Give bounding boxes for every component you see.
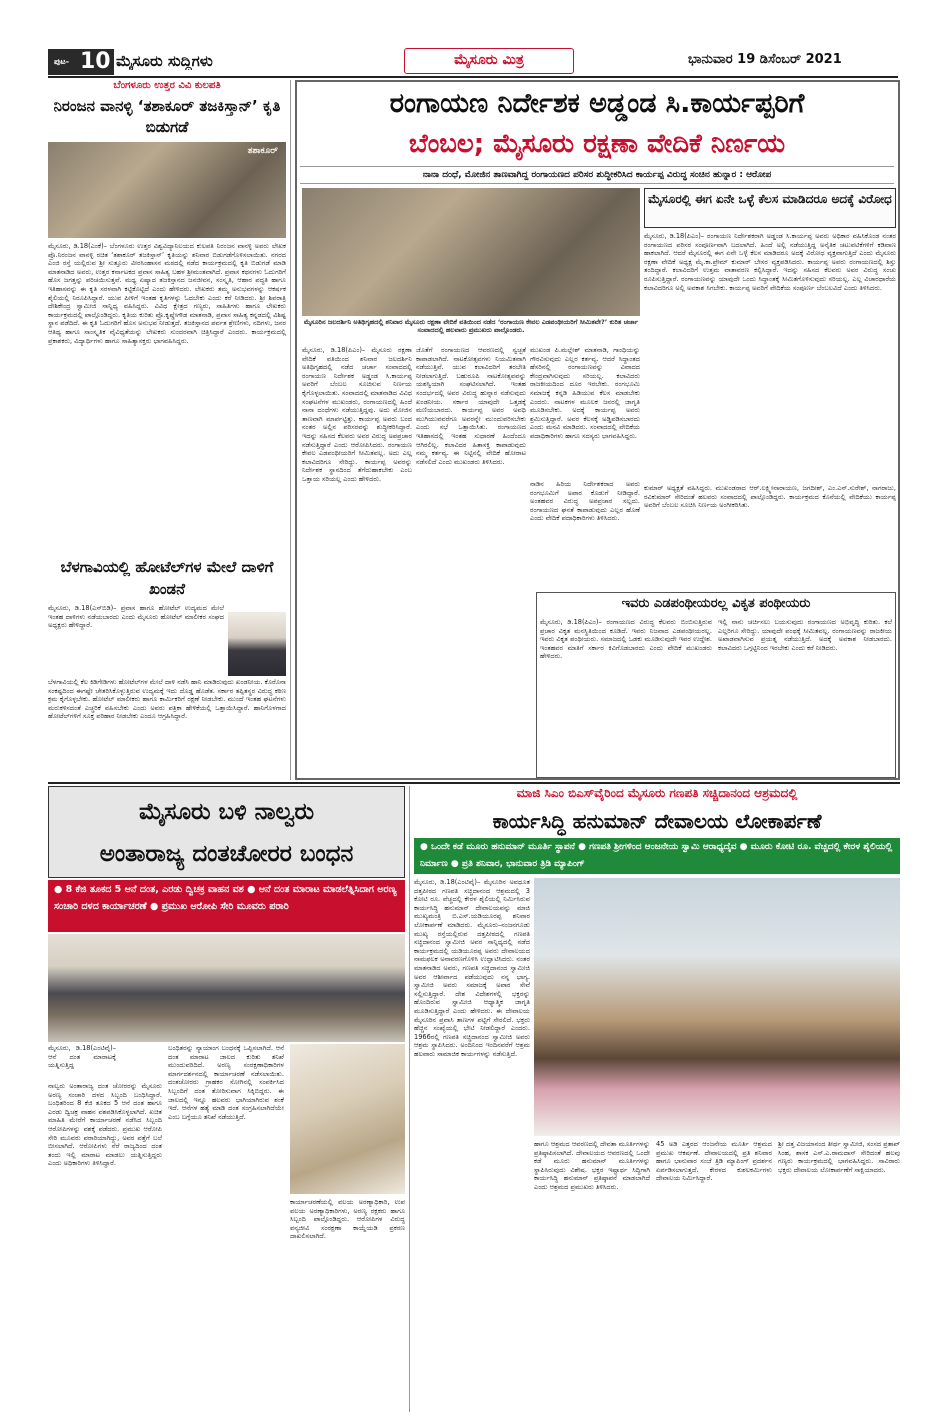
story-a-photo-banner-text: ತಶಾಕೂರ್ xyxy=(247,146,278,156)
story-d-headline-line2: ಅಂತಾರಾಜ್ಯ ದಂತಚೋರರ ಬಂಧನ xyxy=(99,841,354,867)
story-b-body: ಬೆಳಗಾವಿಯಲ್ಲಿ ಕೆಲ ಕಿಡಿಗೇಡಿಗಳು ಹೋಟೆಲ್‌ಗಳ ಮೇಲೆ ದಾಳಿ ನಡೆಸಿ ಹಾನಿ ಮಾಡಿರುವುದು ಖಂಡನೀಯ. ಕೊರೊನಾ ಸಂಕಷ್ಟದಿಂದ ಈಗಷ್ಟೇ ಚೇತರಿಸಿಕೊಳ್ಳುತ್ತಿರುವ ಉದ್ಯಮಕ್ಕೆ ಇದು ದೊಡ್ಡ ಹೊಡೆತ. ಸರ್ಕಾರ ತಪ್ಪಿತಸ್ಥರ ವಿರುದ್ಧ ಕಠಿಣ ಕ್ರಮ ಕೈಗೊಳ್ಳಬೇಕು. ಹೋಟೆಲ್ ಮಾಲೀಕರು ಹಾಗೂ ಕಾರ್ಮಿಕರಿಗೆ ರಕ್ಷಣೆ ನೀಡಬೇಕು. ಮುಂದೆ ಇಂತಹ ಘಟನೆಗಳು ಮರುಕಳಿಸದಂತೆ ಎಚ್ಚರಿಕೆ ವಹಿಸಬೇಕು ಎಂದು ಅವರು ಪತ್ರಿಕಾ ಹೇಳಿಕೆಯಲ್ಲಿ ಒತ್ತಾಯಿಸಿದ್ದಾರೆ. ಹಾನಿಗೊಳಗಾದ ಹೋಟೆಲ್‌ಗಳಿಗೆ ಸೂಕ್ತ ಪರಿಹಾರ ನೀಡಬೇಕು ಎಂದೂ ಆಗ್ರಹಿಸಿದ್ದಾರೆ. xyxy=(48,678,286,721)
story-c-body-col3: ಮುಖಂಡ ಪಿ.ಮಲ್ಲೇಶ್ ಮಾತನಾಡಿ, ಗಾಂಧಿಯನ್ನು ಗೌರವಿಸುವುದು ಎಲ್ಲರ ಕರ್ತವ್ಯ. ಆದರೆ ಸಿದ್ಧಾಂತದ ಹೆಸರಿನಲ್ಲಿ ರಂಗಾಯಣವನ್ನು ವಿವಾದದ ಕೇಂದ್ರವಾಗಿಸುವುದು ಸರಿಯಲ್ಲ. ಕಲಾವಿದರು ರಾಜಕೀಯದಿಂದ ದೂರ ಇರಬೇಕು. ರಂಗಭೂಮಿ ಸಮಾಜಕ್ಕೆ ಕನ್ನಡಿ ಹಿಡಿಯುವ ಕೆಲಸ ಮಾಡಬೇಕು ಎಂದರು. ನಾಟಕಗಳ ಮೂಲಕ ಜನರಲ್ಲಿ ಜಾಗೃತಿ ಮೂಡಿಸಬೇಕು. ಅದಕ್ಕೆ ಕಾರ್ಯಪ್ಪ ಅವರು ಶ್ರಮಿಸುತ್ತಿದ್ದಾರೆ. ಅವರ ಕೆಲಸಕ್ಕೆ ಅಡ್ಡಿಪಡಿಸಬಾರದು ಎಂದು ಮನವಿ ಮಾಡಿದರು. ಸಂವಾದದಲ್ಲಿ ವೇದಿಕೆಯ ಪದಾಧಿಕಾರಿಗಳು ಹಾಗೂ ಸದಸ್ಯರು ಭಾಗವಹಿಸಿದ್ದರು. xyxy=(530,346,640,440)
story-e-body-col2: ಹಾಗೂ ಆಶ್ರಮದ ಆವರಣದಲ್ಲಿ ದೇವತಾ ಮೂರ್ತಿಗಳನ್ನು ಪ್ರತಿಷ್ಠಾಪಿಸಲಾಗಿದೆ. ದೇವಾಲಯದ ಆವರಣದಲ್ಲಿ ಒಂದೇ ಕಡೆ ಮೂರು ಹನುಮಾನ್ ಮೂರ್ತಿಗಳನ್ನು ಸ್ಥಾಪಿಸಿರುವುದು ವಿಶೇಷ. ಭಕ್ತರ ಇಷ್ಟಾರ್ಥ ಸಿದ್ಧಿಗಾಗಿ ಕಾರ್ಯಸಿದ್ಧಿ ಹನುಮಾನ್ ಪ್ರತಿಷ್ಠಾಪನೆ ಮಾಡಲಾಗಿದೆ ಎಂದು ಆಶ್ರಮದ ಪ್ರಮುಖರು ತಿಳಿಸಿದರು. xyxy=(534,1140,650,1191)
story-d-headline-line1: ಮೈಸೂರು ಬಳಿ ನಾಲ್ವರು xyxy=(138,799,315,825)
story-e-body-col4: ಶ್ರೀ ದತ್ತ ವಿಜಯಾನಂದ ತೀರ್ಥ ಸ್ವಾಮೀಜಿ, ಸಂಸದ ಪ್ರತಾಪ್ ಸಿಂಹ, ಶಾಸಕ ಎಸ್.ಎ.ರಾಮದಾಸ್ ಸೇರಿದಂತೆ ಹಲವು ಗಣ್ಯರು ಕಾರ್ಯಕ್ರಮದಲ್ಲಿ ಭಾಗವಹಿಸಿದ್ದರು. ಸಾವಿರಾರು ಭಕ್ತರು ದೇವಾಲಯ ಲೋಕಾರ್ಪಣೆಗೆ ಸಾಕ್ಷಿಯಾದರು. xyxy=(778,1140,900,1174)
story-a-kicker: ಬೆಂಗಳೂರು ಉತ್ತರ ವಿವಿ ಕುಲಪತಿ xyxy=(113,80,221,91)
story-e-kicker: ಮಾಜಿ ಸಿಎಂ ಬಿಎಸ್‌ವೈರಿಂದ ಮೈಸೂರು ಗಣಪತಿ ಸಚ್ಚಿದಾನಂದ ಆಶ್ರಮದಲ್ಲಿ xyxy=(516,786,798,800)
section-title: ಮೈಸೂರು ಸುದ್ದಿಗಳು xyxy=(116,52,213,70)
section-divider xyxy=(48,782,900,784)
page-number: 10 xyxy=(80,49,111,74)
story-c-inner-headline: ಇವರು ಎಡಪಂಥೀಯರಲ್ಲ ವಿಕೃತ ಪಂಥೀಯರು xyxy=(621,596,811,611)
masthead-divider xyxy=(48,76,898,78)
story-e-deck: ● ಒಂದೇ ಕಡೆ ಮೂರು ಹನುಮಾನ್ ಮೂರ್ತಿ ಸ್ಥಾಪನೆ ● ಗಣಪತಿ ಶ್ರೀಗಳಿಂದ ಆಂಜನೇಯ ಸ್ವಾಮಿ ಆರಾಧ್ಯದೈವ ● ಮೂರು ಕೋಟಿ ರೂ. ವೆಚ್ಚದಲ್ಲಿ ಕೇರಳ ಶೈಲಿಯಲ್ಲಿ ನಿರ್ಮಾಣ ● ಪ್ರತಿ ಶನಿವಾರ, ಭಾನುವಾರ ತ್ರಿಡಿ ಮ್ಯಾಪಿಂಗ್ xyxy=(414,838,900,874)
page-label: ಪುಟ- xyxy=(54,57,70,66)
column-divider xyxy=(409,786,410,1412)
story-c-body-col2: ಜೊತೆಗೆ ರಂಗಾಯಣದ ಆವರಣದಲ್ಲಿ ಸ್ವಚ್ಛತೆ ಕಾಪಾಡಲಾಗಿದೆ. ನಾಟಕೋತ್ಸವಗಳು ನಿಯಮಿತವಾಗಿ ನಡೆಯುತ್ತಿವೆ. ಯುವ ಕಲಾವಿದರಿಗೆ ತರಬೇತಿ ನೀಡಲಾಗುತ್ತಿದೆ. ಬಹುರೂಪಿ ನಾಟಕೋತ್ಸವವನ್ನು ಯಶಸ್ವಿಯಾಗಿ ಸಂಘಟಿಸಲಾಗಿದೆ. ಇಂತಹ ಸಂದರ್ಭದಲ್ಲಿ ಅವರ ವಿರುದ್ಧ ಹುನ್ನಾರ ನಡೆಸುವುದು ಖಂಡನೀಯ. ಸರ್ಕಾರ ಯಾವುದೇ ಒತ್ತಡಕ್ಕೆ ಮಣಿಯಬಾರದು. ಕಾರ್ಯಪ್ಪ ಅವರ ಅವಧಿ ಮುಗಿಯುವವರೆಗೂ ಅವರನ್ನೇ ಮುಂದುವರಿಸಬೇಕು ಎಂದು ಸಭೆ ಒತ್ತಾಯಿಸಿತು. ರಂಗಾಯಣದ ಇತಿಹಾಸದಲ್ಲಿ ಇಂತಹ ಸುಧಾರಣೆ ಹಿಂದೆಂದೂ ಆಗಿರಲಿಲ್ಲ. ಕಲಾವಿದರ ಹಿತಾಸಕ್ತಿ ಕಾಪಾಡುವುದು ನಮ್ಮ ಕರ್ತವ್ಯ. ಈ ನಿಟ್ಟಿನಲ್ಲಿ ವೇದಿಕೆ ಹೋರಾಟ ನಡೆಸಲಿದೆ ಎಂದು ಮುಖಂಡರು ತಿಳಿಸಿದರು. xyxy=(416,346,526,466)
story-d-body-col1: ನಾಲ್ವರು ಅಂತಾರಾಜ್ಯ ದಂತ ಚೋರರನ್ನು ಮೈಸೂರು ಅರಣ್ಯ ಸಂಚಾರಿ ದಳದ ಸಿಬ್ಬಂದಿ ಬಂಧಿಸಿದ್ದಾರೆ. ಬಂಧಿತರಿಂದ 8 ಕೆಜಿ ತೂಕದ 5 ಆನೆ ದಂತ ಹಾಗೂ ಎರಡು ದ್ವಿಚಕ್ರ ವಾಹನ ವಶಪಡಿಸಿಕೊಳ್ಳಲಾಗಿದೆ. ಖಚಿತ ಮಾಹಿತಿ ಮೇರೆಗೆ ಕಾರ್ಯಾಚರಣೆ ನಡೆಸಿದ ಸಿಬ್ಬಂದಿ ಆರೋಪಿಗಳನ್ನು ವಶಕ್ಕೆ ಪಡೆದರು. ಪ್ರಮುಖ ಆರೋಪಿ ಸೇರಿ ಮೂವರು ಪರಾರಿಯಾಗಿದ್ದು, ಅವರ ಪತ್ತೆಗೆ ಬಲೆ ಬೀಸಲಾಗಿದೆ. ಆರೋಪಿಗಳು ನೆರೆ ರಾಜ್ಯದಿಂದ ದಂತ ತಂದು ಇಲ್ಲಿ ಮಾರಾಟ ಮಾಡಲು ಯತ್ನಿಸುತ್ತಿದ್ದರು ಎಂದು ಅಧಿಕಾರಿಗಳು ತಿಳಿಸಿದ್ದಾರೆ. xyxy=(48,1082,162,1168)
story-c-inner-body-col2: ಇಲ್ಲಿ ನಾನು ಚರ್ಚಿಸಲು ಬಯಸುವುದು ರಂಗಾಯಣದ ಅಭಿವೃದ್ಧಿ ಕುರಿತು. ಕಲೆ ಎಲ್ಲರಿಗೂ ಸೇರಿದ್ದು. ಯಾವುದೇ ಪಂಥಕ್ಕೆ ಸೀಮಿತವಲ್ಲ. ರಂಗಾಯಣವನ್ನು ರಾಜಕೀಯ ಅಖಾಡವಾಗಿಸುವ ಪ್ರಯತ್ನ ನಡೆಯುತ್ತಿದೆ. ಅದಕ್ಕೆ ಅವಕಾಶ ನೀಡಬಾರದು. ಕಲಾವಿದರು ಒಗ್ಗಟ್ಟಿನಿಂದ ಇರಬೇಕು ಎಂದು ಕರೆ ನೀಡಿದರು. xyxy=(718,618,892,652)
story-e-headline: ಕಾರ್ಯಸಿದ್ಧಿ ಹನುಮಾನ್ ದೇವಾಲಯ ಲೋಕಾರ್ಪಣೆ xyxy=(492,809,822,833)
story-c-photo-caption: ಮೈಸೂರಿನ ಜಲದರ್ಶಿನಿ ಅತಿಥಿಗೃಹದಲ್ಲಿ ಶನಿವಾರ ಮೈಸೂರು ರಕ್ಷಣಾ ವೇದಿಕೆ ವತಿಯಿಂದ ನಡೆದ ‘ರಂಗಾಯಣ ಕೇವಲ ಎಡಪಂಥೀಯರಿಗೆ ಸೀಮಿತವೇ?’ ಕುರಿತ ಚರ್ಚಾ ಸಂವಾದದಲ್ಲಿ ಹಲವಾರು ಪ್ರಮುಖರು ಪಾಲ್ಗೊಂಡರು. xyxy=(303,318,639,334)
story-a-headline: ನಿರಂಜನ ವಾನಳ್ಳಿ ‘ತಶಾಕೂರ್ ತಜಕಿಸ್ತಾನ್’ ಕೃತಿ ಬಿಡುಗಡೆ xyxy=(53,97,281,136)
story-c-inner-body-col1: ಮೈಸೂರು, ಡಿ.18(ಪಿಎಂ)– ರಂಗಾಯಣದ ವಿರುದ್ಧ ಕೆಲವರು ಬಿಂಬಿಸುತ್ತಿರುವ ಪ್ರಚಾರ ವಿಕೃತ ಮನಸ್ಥಿತಿಯಿಂದ ಕೂಡಿದೆ. ಇವರು ನಿಜವಾದ ಎಡಪಂಥೀಯರಲ್ಲ. ಇವರು ವಿಕೃತ ಪಂಥೀಯರು. ಸಮಾಜದಲ್ಲಿ ಒಡಕು ಮೂಡಿಸುವುದೇ ಇವರ ಉದ್ದೇಶ. ಇಂತಹವರ ಮಾತಿಗೆ ಸರ್ಕಾರ ಕಿವಿಗೊಡಬಾರದು ಎಂದು ವೇದಿಕೆ ಮುಖಂಡರು ಹೇಳಿದರು. xyxy=(540,618,712,661)
story-e-photo xyxy=(534,878,900,1136)
story-c-sidebar-body: ಮೈಸೂರು, ಡಿ.18(ಪಿಎಂ)– ರಂಗಾಯಣ ನಿರ್ದೇಶಕರಾಗಿ ಅಡ್ಡಂಡ ಸಿ.ಕಾರ್ಯಪ್ಪ ಅವರು ಅಧಿಕಾರ ವಹಿಸಿಕೊಂಡ ನಂತರ ರಂಗಾಯಣದ ಪರಿಸರ ಸಂಪೂರ್ಣವಾಗಿ ಬದಲಾಗಿದೆ. ಹಿಂದೆ ಅಲ್ಲಿ ನಡೆಯುತ್ತಿದ್ದ ಅನೈತಿಕ ಚಟುವಟಿಕೆಗಳಿಗೆ ಕಡಿವಾಣ ಹಾಕಲಾಗಿದೆ. ಆದರೆ ಮೈಸೂರಲ್ಲಿ ಈಗ ಏನೇ ಒಳ್ಳೆ ಕೆಲಸ ಮಾಡಿದರೂ ಅದಕ್ಕೆ ವಿರೋಧ ವ್ಯಕ್ತವಾಗುತ್ತಿದೆ ಎಂದು ಮೈಸೂರು ರಕ್ಷಣಾ ವೇದಿಕೆ ಅಧ್ಯಕ್ಷ ಮೈ.ಕಾ.ಪ್ರೇಮ್ ಕುಮಾರ್ ಬೇಸರ ವ್ಯಕ್ತಪಡಿಸಿದರು. ಕಾರ್ಯಪ್ಪ ಅವರು ರಂಗಾಯಣದಲ್ಲಿ ಶಿಸ್ತು ತಂದಿದ್ದಾರೆ. ಕಲಾವಿದರಿಗೆ ಉತ್ತಮ ವಾತಾವರಣ ಕಲ್ಪಿಸಿದ್ದಾರೆ. ಇದನ್ನು ಸಹಿಸದ ಕೆಲವರು ಅವರ ವಿರುದ್ಧ ಸಂಚು ರೂಪಿಸುತ್ತಿದ್ದಾರೆ. ರಂಗಾಯಣವನ್ನು ಯಾವುದೇ ಒಂದು ಸಿದ್ಧಾಂತಕ್ಕೆ ಸೀಮಿತಗೊಳಿಸುವುದು ಸರಿಯಲ್ಲ. ಎಲ್ಲ ವಿಚಾರಧಾರೆಯ ಕಲಾವಿದರಿಗೂ ಅಲ್ಲಿ ಅವಕಾಶ ಸಿಗಬೇಕು. ಕಾರ್ಯಪ್ಪ ಅವರಿಗೆ ವೇದಿಕೆಯ ಸಂಪೂರ್ಣ ಬೆಂಬಲವಿದೆ ಎಂದು ತಿಳಿಸಿದರು. xyxy=(644,232,896,292)
story-c-body-col5: ಕುಮಾರ್ ಅಧ್ಯಕ್ಷತೆ ವಹಿಸಿದ್ದರು. ಮುಖಂಡರಾದ ಆರ್.ಲಕ್ಷ್ಮೀನಾರಾಯಣ, ಜಗದೀಶ್, ಎಂ.ಎನ್.ಸುರೇಶ್, ನಾಗರಾಜು, ರವಿಕುಮಾರ್ ಸೇರಿದಂತೆ ಹಲವರು ಸಂವಾದದಲ್ಲಿ ಪಾಲ್ಗೊಂಡಿದ್ದರು. ಕಾರ್ಯಕ್ರಮದ ಕೊನೆಯಲ್ಲಿ ವೇದಿಕೆಯು ಕಾರ್ಯಪ್ಪ ಅವರಿಗೆ ಬೆಂಬಲ ಸೂಚಿಸಿ ನಿರ್ಣಯ ಅಂಗೀಕರಿಸಿತು. xyxy=(644,484,896,510)
story-e-body-col1: ಮೈಸೂರು, ಡಿ.18(ಎಂಟಿವೈ)– ಮೈಸೂರಿನ ಅವಧೂತ ದತ್ತಪೀಠದ ಗಣಪತಿ ಸಚ್ಚಿದಾನಂದ ಆಶ್ರಮದಲ್ಲಿ 3 ಕೋಟಿ ರೂ. ವೆಚ್ಚದಲ್ಲಿ ಕೇರಳ ಶೈಲಿಯಲ್ಲಿ ನಿರ್ಮಿಸಿರುವ ಕಾರ್ಯಸಿದ್ಧಿ ಹನುಮಾನ್ ದೇವಾಲಯವನ್ನು ಮಾಜಿ ಮುಖ್ಯಮಂತ್ರಿ ಬಿ.ಎಸ್.ಯಡಿಯೂರಪ್ಪ ಶನಿವಾರ ಲೋಕಾರ್ಪಣೆ ಮಾಡಿದರು. ಮೈಸೂರು–ನಂಜನಗೂಡು ಮುಖ್ಯ ರಸ್ತೆಯಲ್ಲಿರುವ ದತ್ತಪೀಠದಲ್ಲಿ ಗಣಪತಿ ಸಚ್ಚಿದಾನಂದ ಸ್ವಾಮೀಜಿ ಅವರ ಸಾನ್ನಿಧ್ಯದಲ್ಲಿ ನಡೆದ ಕಾರ್ಯಕ್ರಮದಲ್ಲಿ ಯಡಿಯೂರಪ್ಪ ಅವರು ದೇವಾಲಯದ ನಾಮಫಲಕ ಅನಾವರಣಗೊಳಿಸಿ ಉದ್ಘಾಟಿಸಿದರು. ನಂತರ ಮಾತನಾಡಿದ ಅವರು, ಗಣಪತಿ ಸಚ್ಚಿದಾನಂದ ಸ್ವಾಮೀಜಿ ಅವರ ಆಶೀರ್ವಾದ ಪಡೆಯುವುದು ನನ್ನ ಭಾಗ್ಯ. ಸ್ವಾಮೀಜಿ ಅವರು ಸಮಾಜಕ್ಕೆ ಅಪಾರ ಸೇವೆ ಸಲ್ಲಿಸುತ್ತಿದ್ದಾರೆ. ದೇಶ ವಿದೇಶಗಳಲ್ಲಿ ಭಕ್ತರನ್ನು ಹೊಂದಿರುವ ಸ್ವಾಮೀಜಿ ಆಧ್ಯಾತ್ಮಿಕ ಜಾಗೃತಿ ಮೂಡಿಸುತ್ತಿದ್ದಾರೆ ಎಂದು ಹೇಳಿದರು. ಈ ದೇವಾಲಯ ಮೈಸೂರಿನ ಪ್ರವಾಸಿ ತಾಣಗಳ ಪಟ್ಟಿಗೆ ಸೇರಲಿದೆ. ಭಕ್ತರು ಹೆಚ್ಚಿನ ಸಂಖ್ಯೆಯಲ್ಲಿ ಭೇಟಿ ನೀಡಲಿದ್ದಾರೆ ಎಂದರು. 1966ರಲ್ಲಿ ಗಣಪತಿ ಸಚ್ಚಿದಾನಂದ ಸ್ವಾಮೀಜಿ ಅವರು ಆಶ್ರಮ ಸ್ಥಾಪಿಸಿದರು. ಅಂದಿನಿಂದ ಇಂದಿನವರೆಗೆ ಆಶ್ರಮ ಹಲವಾರು ಸಾಮಾಜಿಕ ಕಾರ್ಯಗಳನ್ನು ನಡೆಸುತ್ತಿದೆ. xyxy=(414,878,530,1058)
story-b-headline: ಬೆಳಗಾವಿಯಲ್ಲಿ ಹೋಟೆಲ್‌ಗಳ ಮೇಲೆ ದಾಳಿಗೆ ಖಂಡನೆ xyxy=(60,558,274,598)
story-d-photo xyxy=(48,934,405,1042)
story-d-body-col2: ಬಂಧಿತರನ್ನು ನ್ಯಾಯಾಂಗ ಬಂಧನಕ್ಕೆ ಒಪ್ಪಿಸಲಾಗಿದೆ. ಆನೆ ದಂತ ಮಾರಾಟ ಜಾಲದ ಕುರಿತು ತನಿಖೆ ಮುಂದುವರಿದಿದೆ. ಅರಣ್ಯ ಸಂರಕ್ಷಣಾಧಿಕಾರಿಗಳ ಮಾರ್ಗದರ್ಶನದಲ್ಲಿ ಕಾರ್ಯಾಚರಣೆ ನಡೆಸಲಾಯಿತು. ದಂತಚೋರರು ಗ್ರಾಹಕರ ಸೋಗಿನಲ್ಲಿ ಸಂಪರ್ಕಿಸಿದ ಸಿಬ್ಬಂದಿಗೆ ದಂತ ತೋರಿಸುವಾಗ ಸಿಕ್ಕಿಬಿದ್ದರು. ಈ ಜಾಲದಲ್ಲಿ ಇನ್ನೂ ಹಲವರು ಭಾಗಿಯಾಗಿರುವ ಶಂಕೆ ಇದೆ. ಆನೆಗಳ ಹತ್ಯೆ ಮಾಡಿ ದಂತ ಸಂಗ್ರಹಿಸಲಾಗಿದೆಯೇ ಎಂಬ ಬಗ್ಗೆಯೂ ತನಿಖೆ ನಡೆಯುತ್ತಿದೆ. xyxy=(168,1044,284,1121)
story-c-sidebar-headline: ಮೈಸೂರಲ್ಲಿ ಈಗ ಏನೇ ಒಳ್ಳೆ ಕೆಲಸ ಮಾಡಿದರೂ ಅದಕ್ಕೆ ವಿರೋಧ xyxy=(648,192,892,206)
story-d-deck: ● 8 ಕೆಜಿ ತೂಕದ 5 ಆನೆ ದಂತ, ಎರಡು ದ್ವಿಚಕ್ರ ವಾಹನ ವಶ ● ಆನೆ ದಂತ ಮಾರಾಟ ಮಾಡಲೆತ್ನಿಸಿದಾಗ ಅರಣ್ಯ ಸಂಚಾರಿ ದಳದ ಕಾರ್ಯಾಚರಣೆ ● ಪ್ರಮುಖ ಆರೋಪಿ ಸೇರಿ ಮೂವರು ಪರಾರಿ xyxy=(48,880,405,932)
story-c-headline-line2: ಬೆಂಬಲ; ಮೈಸೂರು ರಕ್ಷಣಾ ವೇದಿಕೆ ನಿರ್ಣಯ xyxy=(408,129,786,159)
story-a-photo xyxy=(48,142,286,238)
story-c-body-col4: ನಾಡಿನ ಹಿರಿಯ ನಿರ್ದೇಶಕರಾದ ಅವರು ರಂಗಭೂಮಿಗೆ ಅಪಾರ ಕೊಡುಗೆ ನೀಡಿದ್ದಾರೆ. ಅಂತಹವರ ವಿರುದ್ಧ ಅಪಪ್ರಚಾರ ಸಲ್ಲದು. ರಂಗಾಯಣದ ಘನತೆ ಕಾಪಾಡುವುದು ಎಲ್ಲರ ಹೊಣೆ ಎಂದು ವೇದಿಕೆ ಪದಾಧಿಕಾರಿಗಳು ತಿಳಿಸಿದರು. xyxy=(530,480,640,523)
story-c-body-col1: ಮೈಸೂರು, ಡಿ.18(ಪಿಎಂ)– ಮೈಸೂರು ರಕ್ಷಣಾ ವೇದಿಕೆ ವತಿಯಿಂದ ಶನಿವಾರ ಜಲದರ್ಶಿನಿ ಅತಿಥಿಗೃಹದಲ್ಲಿ ನಡೆದ ಚರ್ಚಾ ಸಂವಾದದಲ್ಲಿ ರಂಗಾಯಣ ನಿರ್ದೇಶಕ ಅಡ್ಡಂಡ ಸಿ.ಕಾರ್ಯಪ್ಪ ಅವರಿಗೆ ಬೆಂಬಲ ಸೂಚಿಸುವ ನಿರ್ಣಯ ಕೈಗೊಳ್ಳಲಾಯಿತು. ಸಂವಾದದಲ್ಲಿ ಮಾತನಾಡಿದ ವಿವಿಧ ಸಂಘಟನೆಗಳ ಮುಖಂಡರು, ರಂಗಾಯಣದಲ್ಲಿ ಹಿಂದೆ ನಾನಾ ದಂಧೆಗಳು ನಡೆಯುತ್ತಿದ್ದವು. ಅದು ಮೋಜಿನ ತಾಣವಾಗಿ ಮಾರ್ಪಟ್ಟಿತ್ತು. ಕಾರ್ಯಪ್ಪ ಅವರು ಬಂದ ನಂತರ ಅಲ್ಲಿನ ಪರಿಸರವನ್ನು ಶುದ್ಧೀಕರಿಸಿದ್ದಾರೆ. ಇದನ್ನು ಸಹಿಸದ ಕೆಲವರು ಅವರ ವಿರುದ್ಧ ಅಪಪ್ರಚಾರ ನಡೆಸುತ್ತಿದ್ದಾರೆ ಎಂದು ಆರೋಪಿಸಿದರು. ರಂಗಾಯಣ ಕೇವಲ ಎಡಪಂಥೀಯರಿಗೆ ಸೀಮಿತವಲ್ಲ. ಅದು ಎಲ್ಲ ಕಲಾವಿದರಿಗೂ ಸೇರಿದ್ದು. ಕಾರ್ಯಪ್ಪ ಅವರನ್ನು ನಿರ್ದೇಶಕ ಸ್ಥಾನದಿಂದ ತೆಗೆದುಹಾಕಬೇಕು ಎಂಬ ಒತ್ತಾಯ ಸರಿಯಲ್ಲ ಎಂದು ಹೇಳಿದರು. xyxy=(302,346,412,483)
story-b-body-intro: ಮೈಸೂರು, ಡಿ.18(ಎಸ್‌ಬಿಡಿ)– ಪ್ರವಾಸ ಹಾಗೂ ಹೋಟೆಲ್ ಉದ್ಯಮದ ಮೇಲೆ ಇಂತಹ ದಾಳಿಗಳು ನಡೆಯಬಾರದು ಎಂದು ಮೈಸೂರು ಹೋಟೆಲ್ ಮಾಲೀಕರ ಸಂಘದ ಅಧ್ಯಕ್ಷರು ಹೇಳಿದ್ದಾರೆ. xyxy=(48,604,224,630)
story-d-ivory-photo xyxy=(290,1044,405,1194)
column-divider xyxy=(290,80,291,780)
story-d-body-col3: ಕಾರ್ಯಾಚರಣೆಯಲ್ಲಿ ವಲಯ ಅರಣ್ಯಾಧಿಕಾರಿ, ಉಪ ವಲಯ ಅರಣ್ಯಾಧಿಕಾರಿಗಳು, ಅರಣ್ಯ ರಕ್ಷಕರು ಹಾಗೂ ಸಿಬ್ಬಂದಿ ಪಾಲ್ಗೊಂಡಿದ್ದರು. ಆರೋಪಿಗಳ ವಿರುದ್ಧ ವನ್ಯಜೀವಿ ಸಂರಕ್ಷಣಾ ಕಾಯ್ದೆಯಡಿ ಪ್ರಕರಣ ದಾಖಲಿಸಲಾಗಿದೆ. xyxy=(290,1198,405,1241)
story-d-body-intro: ಮೈಸೂರು, ಡಿ.18(ಎಂಟಿವೈ)– ಆನೆ ದಂತ ಮಾರಾಟಕ್ಕೆ ಯತ್ನಿಸುತ್ತಿದ್ದ xyxy=(48,1044,116,1070)
story-c-photo xyxy=(302,188,640,316)
story-c-deck: ನಾನಾ ದಂಧೆ, ಮೋಜಿನ ತಾಣವಾಗಿದ್ದ ರಂಗಾಯಣದ ಪರಿಸರ ಶುದ್ಧೀಕರಿಸಿದ ಕಾರ್ಯಪ್ಪ ವಿರುದ್ಧ ಸಂಚಿನ ಹುನ್ನಾರ : ಆರೋಪ xyxy=(300,166,894,184)
publication-date: ಭಾನುವಾರ 19 ಡಿಸೆಂಬರ್ 2021 xyxy=(688,52,842,67)
story-c-headline-line1: ರಂಗಾಯಣ ನಿರ್ದೇಶಕ ಅಡ್ಡಂಡ ಸಿ.ಕಾರ್ಯಪ್ಪರಿಗೆ xyxy=(389,88,805,119)
page-number-badge xyxy=(48,49,114,75)
newspaper-logo: ಮೈಸೂರು ಮಿತ್ರ xyxy=(404,48,574,74)
story-b-portrait-photo xyxy=(228,612,286,676)
story-e-body-col3: 45 ಅಡಿ ಎತ್ತರದ ಆಂಜನೇಯ ಮೂರ್ತಿ ಆಶ್ರಮದ ಪ್ರಮುಖ ಆಕರ್ಷಣೆ. ದೇವಾಲಯದಲ್ಲಿ ಪ್ರತಿ ಶನಿವಾರ ಹಾಗೂ ಭಾನುವಾರ ಸಂಜೆ ತ್ರಿಡಿ ಮ್ಯಾಪಿಂಗ್ ಪ್ರದರ್ಶನ ಏರ್ಪಡಿಸಲಾಗುತ್ತದೆ. ಕೇರಳದ ಕುಶಲಕರ್ಮಿಗಳು ದೇವಾಲಯ ನಿರ್ಮಿಸಿದ್ದಾರೆ. xyxy=(656,1140,772,1183)
story-a-body: ಮೈಸೂರು, ಡಿ.18(ಎಂಕೆ)– ಬೆಂಗಳೂರು ಉತ್ತರ ವಿಶ್ವವಿದ್ಯಾನಿಲಯದ ಕುಲಪತಿ ನಿರಂಜನ ವಾನಳ್ಳಿ ಅವರು ಲೇಖಕ ಪ್ರೊ.ನಿರಂಜನ ವಾನಳ್ಳಿ ರಚಿತ ‘ತಶಾಕೂರ್ ತಜಕಿಸ್ತಾನ್’ ಕೃತಿಯನ್ನು ಶನಿವಾರ ಬಿಡುಗಡೆಗೊಳಿಸಲಾಯಿತು. ನಗರದ ಎಂಜಿ ರಸ್ತೆ ಯಲ್ಲಿರುವ ಶ್ರೀ ಸುತ್ತೂರು ವೀರಸಿಂಹಾಸನ ಮಠದಲ್ಲಿ ನಡೆದ ಕಾರ್ಯಕ್ರಮದಲ್ಲಿ ಕೃತಿ ಬಿಡುಗಡೆ ಮಾಡಿ ಮಾತನಾಡಿದ ಅವರು, ಉತ್ತರ ಕರ್ನಾಟಕದ ಪ್ರವಾಸ ಸಾಹಿತ್ಯ ಬಹಳ ಶ್ರೀಮಂತವಾಗಿದೆ. ಪ್ರವಾಸ ಕಥನಗಳು ಓದುಗರಿಗೆ ಹೊಸ ಜಗತ್ತನ್ನು ಪರಿಚಯಿಸುತ್ತವೆ. ಮಧ್ಯ ಏಷ್ಯಾದ ತಜಕಿಸ್ತಾನದ ಜನಜೀವನ, ಸಂಸ್ಕೃತಿ, ಆಹಾರ ಪದ್ಧತಿ ಹಾಗೂ ಇತಿಹಾಸವನ್ನು ಈ ಕೃತಿ ಸರಳವಾಗಿ ಕಟ್ಟಿಕೊಟ್ಟಿದೆ ಎಂದು ಹೇಳಿದರು. ಲೇಖಕರು ತಮ್ಮ ಅನುಭವಗಳನ್ನು ಆಕರ್ಷಕ ಶೈಲಿಯಲ್ಲಿ ನಿರೂಪಿಸಿದ್ದಾರೆ. ಯುವ ಪೀಳಿಗೆ ಇಂತಹ ಕೃತಿಗಳನ್ನು ಓದಬೇಕು ಎಂದು ಕರೆ ನೀಡಿದರು. ಶ್ರೀ ಶಿವರಾತ್ರಿ ದೇಶಿಕೇಂದ್ರ ಸ್ವಾಮೀಜಿ ಸಾನ್ನಿಧ್ಯ ವಹಿಸಿದ್ದರು. ವಿವಿಧ ಕ್ಷೇತ್ರದ ಗಣ್ಯರು, ಸಾಹಿತಿಗಳು ಹಾಗೂ ಲೇಖಕರು ಕಾರ್ಯಕ್ರಮದಲ್ಲಿ ಪಾಲ್ಗೊಂಡಿದ್ದರು. ಕೃತಿಯ ಕುರಿತು ಪ್ರೊ.ಕೃಷ್ಣೇಗೌಡ ಮಾತನಾಡಿ, ಪ್ರವಾಸ ಸಾಹಿತ್ಯ ಕನ್ನಡದಲ್ಲಿ ವಿಶಿಷ್ಟ ಸ್ಥಾನ ಪಡೆದಿದೆ. ಈ ಕೃತಿ ಓದುಗರಿಗೆ ಹೊಸ ಅನುಭವ ನೀಡುತ್ತದೆ. ತಜಕಿಸ್ತಾನದ ಪರ್ವತ ಶ್ರೇಣಿಗಳು, ನದಿಗಳು, ಜನರ ಆತಿಥ್ಯ ಹಾಗೂ ಸಾಂಸ್ಕೃತಿಕ ವೈವಿಧ್ಯತೆಯನ್ನು ಲೇಖಕರು ಸುಂದರವಾಗಿ ಚಿತ್ರಿಸಿದ್ದಾರೆ ಎಂದರು. ಕಾರ್ಯಕ್ರಮದಲ್ಲಿ ಪ್ರಕಾಶಕರು, ವಿದ್ಯಾರ್ಥಿಗಳು ಹಾಗೂ ಸಾಹಿತ್ಯಾಸಕ್ತರು ಭಾಗವಹಿಸಿದ್ದರು. xyxy=(48,242,286,345)
